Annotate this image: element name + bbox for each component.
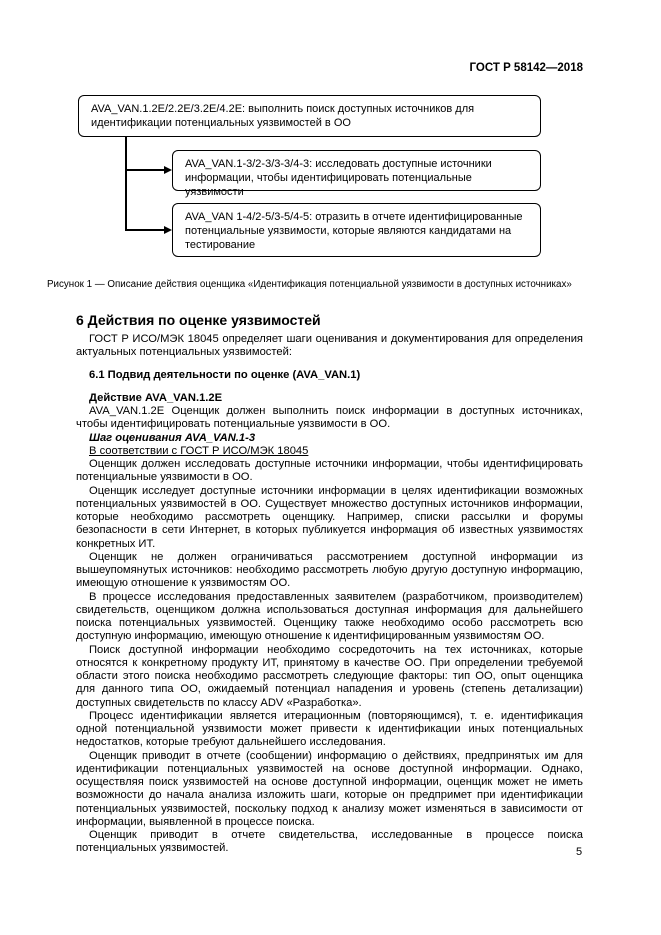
section-body [76, 333, 583, 856]
figure-caption: Рисунок 1 — Описание действия оценщика «Идентификация потенциальной уязвимости в доступных источниках» [47, 279, 572, 290]
section-title: 6 Действия по оценке уязвимостей [76, 312, 321, 328]
paragraph: Оценщик исследует доступные источники информации в целях идентификации возможных потенциальных уязвимостей в ОО. Существует множество доступных источников информации, которые необходимо рассмотреть оценщику. Например, списки рассылки и форумы безопасности в сети Интернет, в которых публикуется информация об известных уязвимостях конкретных ИТ. [76, 484, 583, 550]
action-title: Действие AVA_VAN.1.2E [89, 391, 223, 404]
diagram-connector-h1 [125, 169, 165, 171]
paragraph: Оценщик приводит в отчете свидетельства, исследованные в процессе поиска потенциальных уязвимостей. [76, 829, 583, 855]
diagram-box-investigate: AVA_VAN.1-3/2-3/3-3/4-3: исследовать доступные источники информации, чтобы идентифицировать потенциальные уязвимости [172, 150, 541, 191]
paragraph: Процесс идентификации является итерационным (повторяющимся), т. е. идентификация одной потенциальной уязвимости может привести к идентификации иных потенциальных недостатков, которые требуют дальнейшего исследования. [76, 709, 583, 749]
diagram-box-report: AVA_VAN 1-4/2-5/3-5/4-5: отразить в отчете идентифицированные потенциальные уязвимости, которые являются кандидатами на тестирование [172, 203, 541, 257]
step-reference: В соответствии с ГОСТ Р ИСО/МЭК 18045 [89, 444, 309, 457]
diagram-arrow-2 [164, 226, 172, 234]
action-text: AVA_VAN.1.2E Оценщик должен выполнить поиск информации в доступных источниках, чтобы идентифицировать потенциальные уязвимости в ОО. [76, 405, 583, 431]
document-id: ГОСТ Р 58142—2018 [469, 62, 583, 74]
diagram-box-search: AVA_VAN.1.2E/2.2E/3.2E/4.2E: выполнить поиск доступных источников для идентификации потенциальных уязвимостей в ОО [78, 95, 541, 137]
paragraph: Поиск доступной информации необходимо сосредоточить на тех источниках, которые относятся к конкретному продукту ИТ, принятому в качестве ОО. При определении требуемой области этого поиска необходимо рассмотреть следующие факторы: тип ОО, опыт оценщика для данного типа ОО, ожидаемый потенциал нападения и уровень (степень детализации) доступных свидетельств по классу ADV «Разработка». [76, 643, 583, 709]
paragraph: Оценщик должен исследовать доступные источники информации, чтобы идентифицировать потенциальные уязвимости в ОО. [76, 458, 583, 484]
paragraph: В процессе исследования предоставленных заявителем (разработчиком, производителем) свидетельств, оценщиком должна использоваться доступная информация для дальнейшего поиска потенциальных уязвимостей. Оценщику также необходимо особо рассмотреть всю доступную информацию, имеющую отношение к идентифицированным уязвимостям ОО. [76, 590, 583, 643]
paragraph: Оценщик приводит в отчете (сообщении) информацию о действиях, предпринятых им для идентификации потенциальных уязвимостей на основе доступной информации. Однако, осуществляя поиск уязвимостей на основе доступной информации, оценщик может не иметь возможности до начала анализа изложить шаги, которые он предпримет при идентификации потенциальных уязвимостей, поскольку подход к анализу может изменяться в зависимости от информации, выявленной в процессе поиска. [76, 749, 583, 828]
page-number: 5 [576, 846, 583, 858]
diagram-connector-h2 [125, 229, 165, 231]
paragraph: Оценщик не должен ограничиваться рассмотрением доступной информации из вышеупомянутых источников: необходимо рассмотреть любую другую доступную информацию, имеющую отношение к уязвимостям ОО. [76, 550, 583, 590]
step-title: Шаг оценивания AVA_VAN.1-3 [89, 431, 256, 444]
subsection-title: 6.1 Подвид деятельности по оценке (AVA_VAN.1) [89, 368, 361, 381]
intro-paragraph: ГОСТ Р ИСО/МЭК 18045 определяет шаги оценивания и документирования для определения актуальных потенциальных уязвимостей: [76, 333, 583, 359]
diagram-arrow-1 [164, 166, 172, 174]
diagram-connector-vertical [125, 137, 127, 231]
